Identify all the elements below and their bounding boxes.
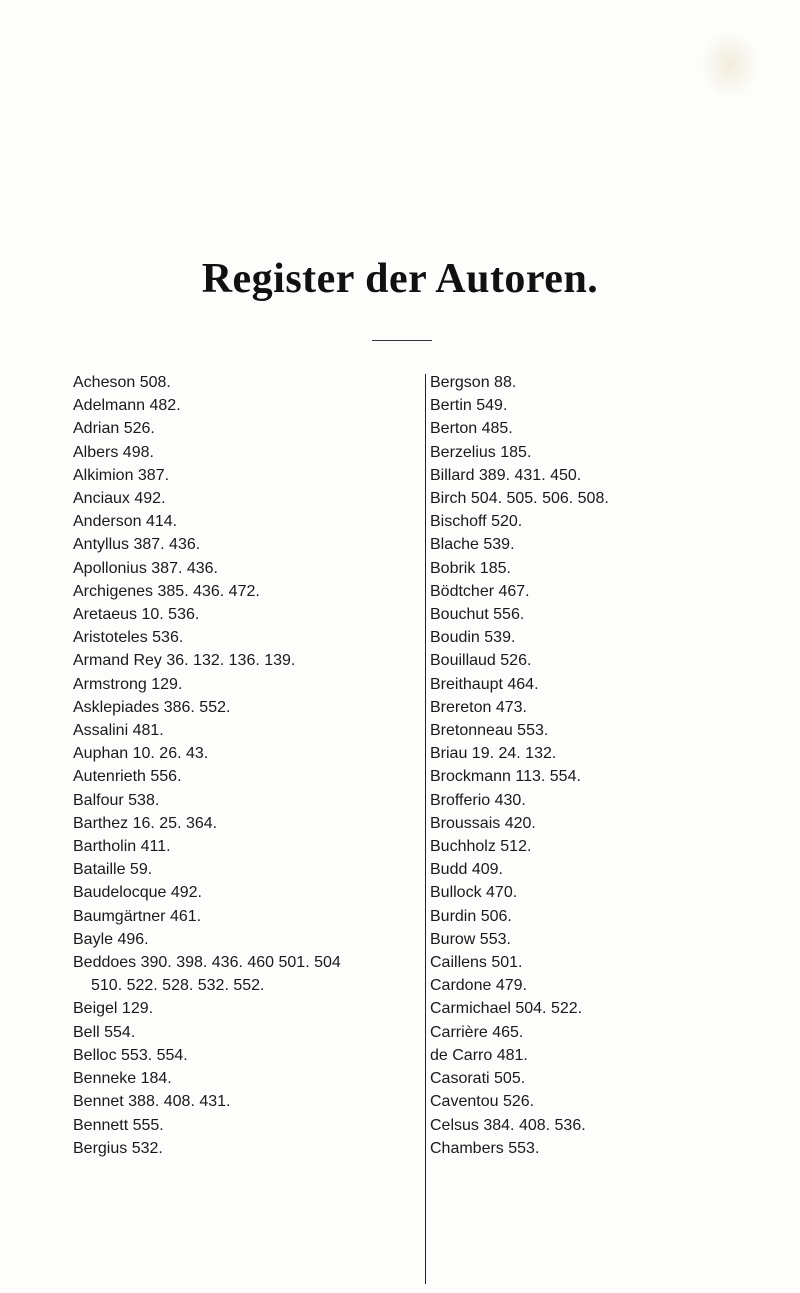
author-index-entry: Breithaupt 464. [430, 675, 539, 693]
author-index-entry: Assalini 481. [73, 722, 164, 740]
author-index-entry: Brockmann 113. 554. [430, 768, 581, 786]
author-index-entry: Apollonius 387. 436. [73, 559, 218, 577]
author-index-entry: Baumgärtner 461. [73, 907, 202, 925]
author-index-entry: Budd 409. [430, 861, 503, 879]
author-index-entry: Bergson 88. [430, 374, 517, 391]
author-index-entry: Cardone 479. [430, 977, 527, 995]
author-index-entry: Brereton 473. [430, 698, 527, 716]
author-index-entry: Benneke 184. [73, 1070, 172, 1088]
author-index-entry: 510. 522. 528. 532. 552. [91, 977, 265, 995]
author-index-entry: Bouchut 556. [430, 606, 525, 624]
author-index-entry: Bataille 59. [73, 861, 153, 879]
paper-stain [700, 30, 760, 100]
author-index-entry: Acheson 508. [73, 374, 171, 391]
author-index-entry: Chambers 553. [430, 1139, 540, 1157]
author-index-entry: Buchholz 512. [430, 838, 532, 856]
author-index-entry: Berzelius 185. [430, 443, 532, 461]
author-index-entry: Bertin 549. [430, 397, 508, 415]
author-index-right-column [430, 371, 730, 1160]
author-index-entry: Briau 19. 24. 132. [430, 745, 557, 763]
author-index-entry: Belloc 553. 554. [73, 1046, 188, 1064]
author-index-entry: Bell 554. [73, 1023, 136, 1041]
author-index-entry: Albers 498. [73, 443, 154, 461]
author-index-entry: de Carro 481. [430, 1046, 528, 1064]
author-index-entry: Aretaeus 10. 536. [73, 606, 200, 624]
author-index-entry: Bartholin 411. [73, 838, 171, 856]
author-index-entry: Berton 485. [430, 420, 513, 438]
author-index-entry: Bouillaud 526. [430, 652, 532, 670]
author-index-entry: Anciaux 492. [73, 490, 166, 508]
author-index-entry: Barthez 16. 25. 364. [73, 814, 218, 832]
author-index-entry: Bischoff 520. [430, 513, 523, 531]
author-index-entry: Adelmann 482. [73, 397, 181, 415]
author-index-entry: Bennett 555. [73, 1116, 164, 1134]
author-index-entry: Baudelocque 492. [73, 884, 202, 902]
author-index-entry: Brofferio 430. [430, 791, 526, 809]
author-index-entry: Bödtcher 467. [430, 582, 530, 600]
author-index-entry: Broussais 420. [430, 814, 536, 832]
author-index-entry: Beddoes 390. 398. 436. 460 501. 504 [73, 954, 341, 972]
author-index-entry: Carmichael 504. 522. [430, 1000, 583, 1018]
author-index-entry: Caillens 501. [430, 954, 523, 972]
author-index-entry: Armstrong 129. [73, 675, 183, 693]
author-index-entry: Autenrieth 556. [73, 768, 182, 786]
page-title: Register der Autoren. [201, 256, 599, 302]
author-index-entry: Bergius 532. [73, 1139, 163, 1157]
author-index-entry: Casorati 505. [430, 1070, 526, 1088]
author-index-entry: Asklepiades 386. 552. [73, 698, 231, 716]
author-index-entry: Armand Rey 36. 132. 136. 139. [73, 652, 296, 670]
author-index-entry: Bennet 388. 408. 431. [73, 1093, 231, 1111]
author-index-entry: Burow 553. [430, 930, 511, 948]
author-index-entry: Bullock 470. [430, 884, 518, 902]
author-index-entry: Celsus 384. 408. 536. [430, 1116, 586, 1134]
author-index-entry: Birch 504. 505. 506. 508. [430, 490, 609, 508]
title-rule [372, 340, 432, 341]
author-index-entry: Archigenes 385. 436. 472. [73, 582, 260, 600]
author-index-entry: Aristoteles 536. [73, 629, 184, 647]
author-index-entry: Auphan 10. 26. 43. [73, 745, 209, 763]
column-divider [425, 374, 426, 1284]
author-index-entry: Bayle 496. [73, 930, 149, 948]
author-index-entry: Beigel 129. [73, 1000, 154, 1018]
author-index-entry: Carrière 465. [430, 1023, 524, 1041]
author-index-entry: Bretonneau 553. [430, 722, 549, 740]
author-index-entry: Balfour 538. [73, 791, 160, 809]
author-index-entry: Caventou 526. [430, 1093, 535, 1111]
author-index-entry: Alkimion 387. [73, 466, 170, 484]
author-index-entry: Blache 539. [430, 536, 515, 554]
author-index-entry: Anderson 414. [73, 513, 178, 531]
author-index-entry: Boudin 539. [430, 629, 516, 647]
author-index-entry: Burdin 506. [430, 907, 512, 925]
author-index-entry: Antyllus 387. 436. [73, 536, 201, 554]
author-index-entry: Bobrik 185. [430, 559, 511, 577]
author-index-left-column [73, 371, 418, 1160]
author-index-entry: Billard 389. 431. 450. [430, 466, 582, 484]
author-index-entry: Adrian 526. [73, 420, 155, 438]
